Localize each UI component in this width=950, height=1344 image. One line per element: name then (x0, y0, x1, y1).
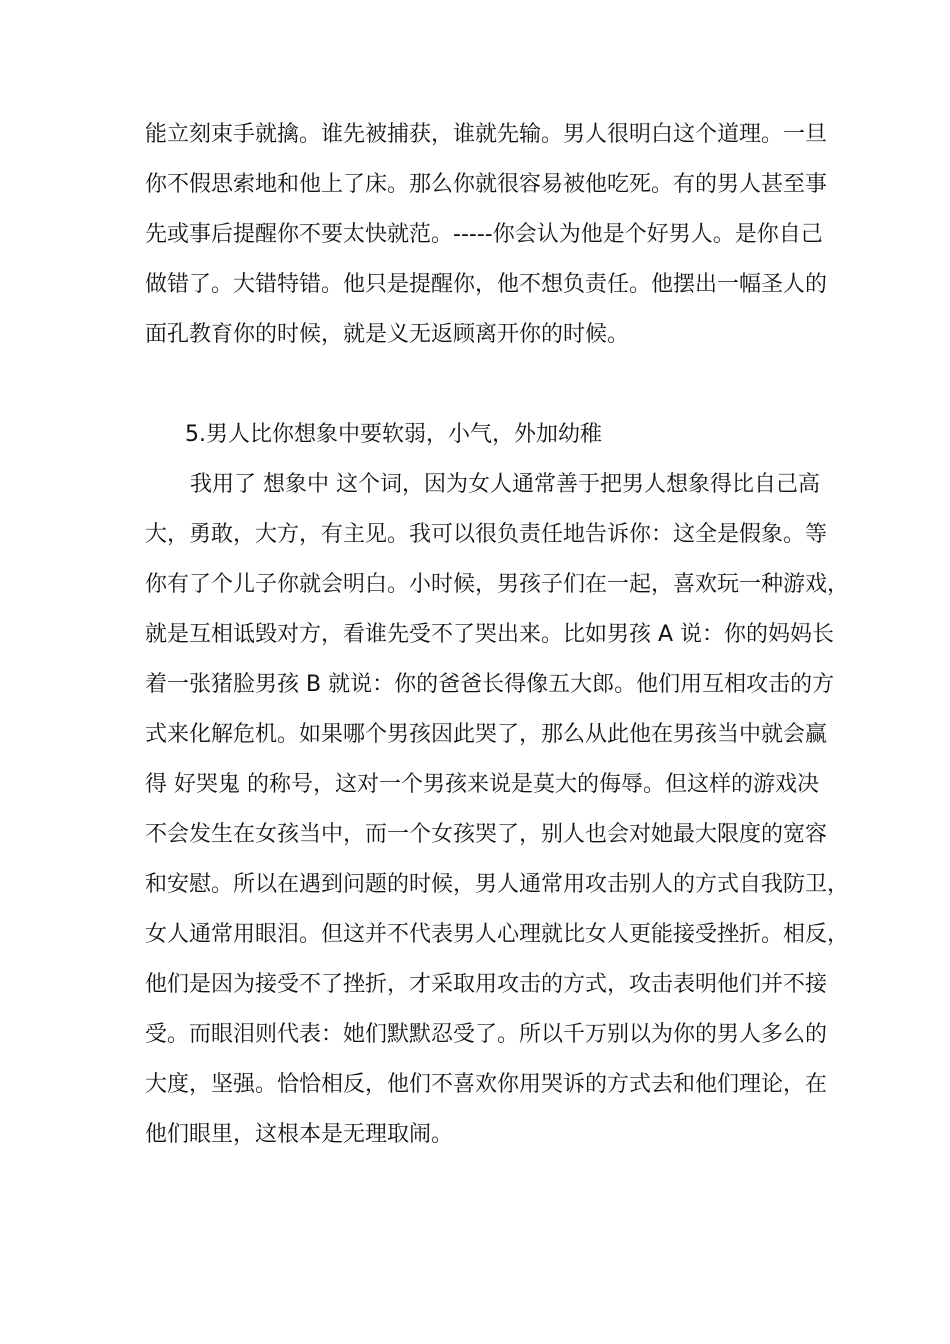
paragraph-2-line-12: 受。而眼泪则代表：她们默默忍受了。所以千万别以为你的男人多么的 (145, 1022, 828, 1047)
paragraph-1-line-2: 你不假思索地和他上了床。那么你就很容易被他吃死。有的男人甚至事 (145, 172, 828, 197)
paragraph-2-line-2: 大，勇敢，大方，有主见。我可以很负责任地告诉你：这全是假象。等 (145, 522, 828, 547)
paragraph-2-line-13: 大度，坚强。恰恰相反，他们不喜欢你用哭诉的方式去和他们理论，在 (145, 1072, 828, 1097)
paragraph-2-line-11: 他们是因为接受不了挫折，才采取用攻击的方式，攻击表明他们并不接 (145, 972, 828, 997)
paragraph-2-line-3: 你有了个儿子你就会明白。小时候，男孩子们在一起，喜欢玩一种游戏， (145, 572, 850, 597)
paragraph-1-line-3: 先或事后提醒你不要太快就范。-----你会认为他是个好男人。是你自己 (145, 222, 823, 247)
paragraph-2-line-14: 他们眼里，这根本是无理取闹。 (145, 1122, 454, 1147)
paragraph-1-line-5: 面孔教育你的时候，就是义无返顾离开你的时候。 (145, 322, 630, 347)
paragraph-2-line-4: 就是互相诋毁对方，看谁先受不了哭出来。比如男孩 A 说：你的妈妈长 (145, 622, 835, 647)
section-heading: 5.男人比你想象中要软弱，小气，外加幼稚 (185, 422, 602, 447)
paragraph-2-line-8: 不会发生在女孩当中，而一个女孩哭了，别人也会对她最大限度的宽容 (145, 822, 828, 847)
paragraph-2-line-7: 得 好哭鬼 的称号，这对一个男孩来说是莫大的侮辱。但这样的游戏决 (145, 772, 819, 797)
paragraph-2-line-6: 式来化解危机。如果哪个男孩因此哭了，那么从此他在男孩当中就会赢 (145, 722, 828, 747)
paragraph-2-line-5: 着一张猪脸男孩 B 就说：你的爸爸长得像五大郎。他们用互相攻击的方 (145, 672, 835, 697)
paragraph-2-line-10: 女人通常用眼泪。但这并不代表男人心理就比女人更能接受挫折。相反， (145, 922, 850, 947)
paragraph-1-line-4: 做错了。大错特错。他只是提醒你，他不想负责任。他摆出一幅圣人的 (145, 272, 828, 297)
paragraph-2-line-1: 我用了 想象中 这个词，因为女人通常善于把男人想象得比自己高 (190, 472, 820, 497)
paragraph-1-line-1: 能立刻束手就擒。谁先被捕获，谁就先输。男人很明白这个道理。一旦 (145, 122, 828, 147)
paragraph-2-line-9: 和安慰。所以在遇到问题的时候，男人通常用攻击别人的方式自我防卫， (145, 872, 850, 897)
